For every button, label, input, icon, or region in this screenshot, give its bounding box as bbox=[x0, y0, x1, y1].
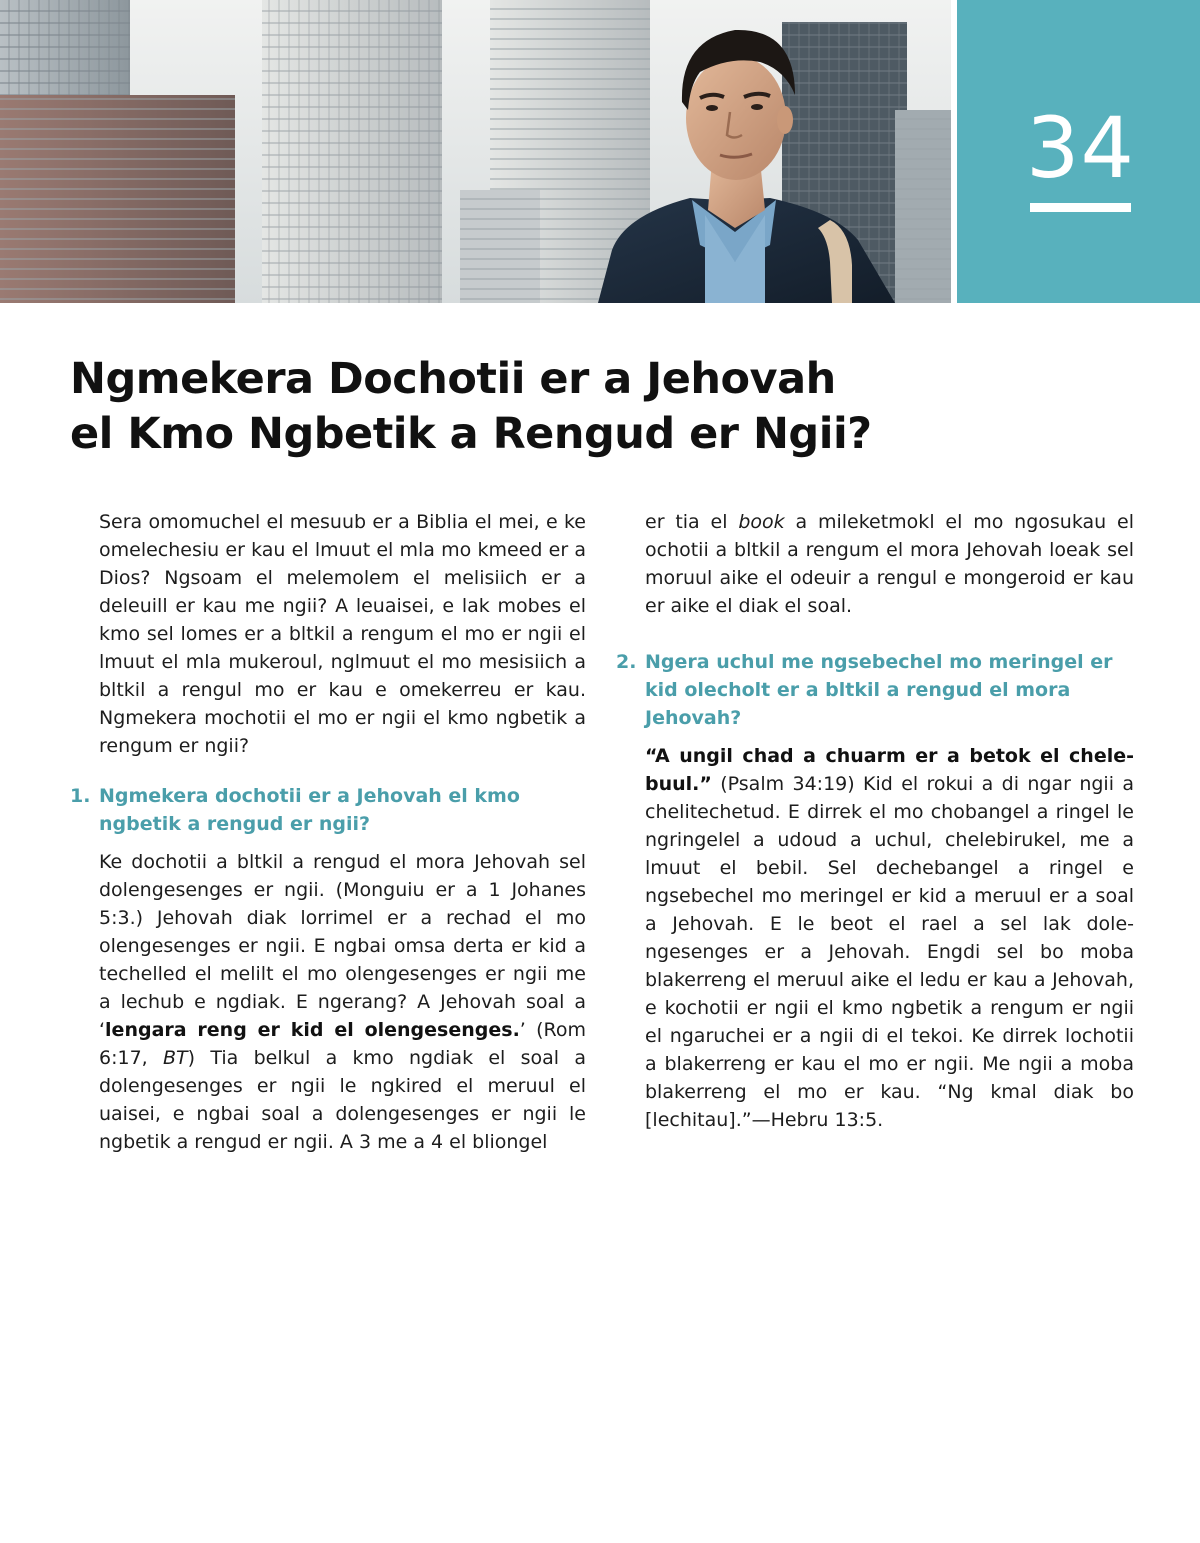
intro-paragraph: Sera omomuchel el mesuub er a Biblia el mei, e ke omelechesiu er kau el lmuut el mla mo kmeed er a Dios? Ngsoam el melemolem el melisiich er a deleuill er kau me ngii? A leuaisei, e lak mobes el kmo sel lomes er a bltkil a rengum el mo er ngii el lmuut el mla mukeroul, nglmuut el mo mesisiich a bltkil a rengul mo er kau e omekerreu er kau. Ngmekera mochotii el mo er ngii el kmo ngbetik a rengum er ngii? bbox=[99, 511, 586, 757]
header-photo bbox=[0, 0, 951, 303]
section-1-body-part-1: Ke dochotii a bltkil a rengud el mora Jehovah sel dolengesenges er ngii. (Monguiu er a 1 Johanes 5:3.) Jehovah diak lorrimel er a rechad el mo olengesenges er ngii. E ngbai omsa derta er kid a techelled el melilt el mo olengesenges er ngii me a lechub e ngdiak. E ngerang? A Jehovah soal a ‘ bbox=[99, 851, 586, 1041]
section-1-body-continuation bbox=[645, 508, 1134, 620]
section-1-body bbox=[99, 848, 586, 1156]
section-1-question bbox=[70, 782, 586, 838]
section-1-body-italic: BT bbox=[163, 1047, 188, 1069]
section-2-number: 2. bbox=[616, 651, 637, 673]
page-title-line-2: el Kmo Ngbetik a Rengud er Ngii? bbox=[70, 409, 872, 459]
section-2-question-text: Ngera uchul me ngsebechel mo meringel er kid olecholt er a bltkil a rengud el mora Jehovah? bbox=[645, 651, 1113, 729]
section-1-body-part-3-tail: er tia el bbox=[645, 511, 739, 533]
page-title bbox=[70, 352, 1070, 462]
section-2-body-part-1: (Psalm 34:19) Kid el rokui a di ngar ngii a chelitechetud. E dirrek el mo chobangel a ringel le ngringelel a udoud a uchul, chelebirukel, me a lmuut el bebil. Sel dechebangel a ringel e ngsebechel mo meringel er kid a meruul er a soal a Jehovah. E le beot el rael a sel lak dolengesenges er a Jehovah. Engdi sel bo moba blakerreng el meruul aike el ledu er kau a Jehovah, e kochotii er ngii el kmo ngbetik a rengum er ngii el ngaruchei er a ngii di el tekoi. Ke dirrek lochotii a blakerreng er kau el mo er ngii. Me ngii a moba blakerreng el mo er kau. “Ng kmal diak bo [lechitau].”—Hebru 13:5. bbox=[645, 773, 1134, 1131]
chapter-number-box bbox=[957, 0, 1200, 303]
section-1-number: 1. bbox=[70, 785, 91, 807]
section-1-body-part-2: ’ (Rom 6:17, bbox=[99, 1019, 586, 1069]
right-column bbox=[616, 508, 1135, 1134]
left-column bbox=[70, 508, 586, 1156]
section-1-body-part-4: a mileketmokl el mo ngosukau el ochotii a bltkil a rengum el mora Jehovah loeak sel moruul aike el odeuir a rengul e mongeroid er kau er aike el diak el soal. bbox=[645, 511, 1135, 617]
section-1-question-text: Ngmekera dochotii er a Jehovah el kmo ngbetik a rengud er ngii? bbox=[99, 785, 520, 835]
section-2-body-bold: “A ungil chad a chuarm er a betok el chelebuul.” bbox=[645, 745, 1134, 795]
section-1-body-part-3: ) Tia belkul a kmo ngdiak el soal a dolengesenges er ngii le ngkired el meruul el uaisei, e ngbai soal a dolengesenges er ngii le ngbetik a rengud er ngii. A 3 me a 4 el bliongel bbox=[99, 1047, 586, 1153]
chapter-underline bbox=[1030, 203, 1131, 212]
section-2-question bbox=[616, 648, 1134, 732]
page-title-line-1: Ngmekera Dochotii er a Jehovah bbox=[70, 354, 836, 404]
section-2-body bbox=[645, 742, 1134, 1134]
section-1-body-italic-book: book bbox=[738, 511, 785, 533]
chapter-number: 34 bbox=[1026, 99, 1135, 197]
section-1-body-bold: lengara reng er kid el olengesenges. bbox=[105, 1019, 520, 1041]
